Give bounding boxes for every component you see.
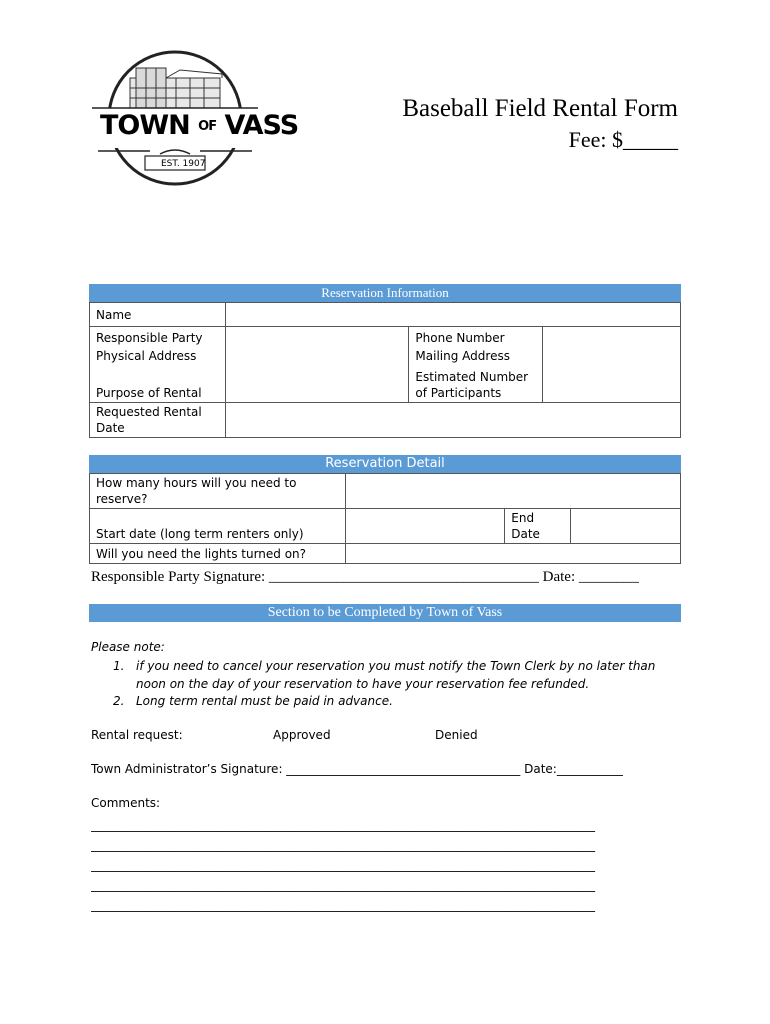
note-item-2 — [113, 692, 683, 710]
note-text: if you need to cancel your reservation you must notify the Town Clerk by no later than noon on the day of your reservation to have your reservation fee refunded. — [136, 659, 656, 691]
comment-line[interactable]: ____________________________________________________________________________________ — [91, 858, 595, 872]
comment-line[interactable]: ____________________________________________________________________________________ — [91, 878, 595, 892]
comment-line[interactable]: ____________________________________________________________________________________ — [91, 898, 595, 912]
phone-number-input[interactable] — [543, 327, 681, 347]
town-section-heading: Section to be Completed by Town of Vass — [89, 604, 681, 622]
requested-rental-date-label: Requested Rental Date — [90, 403, 226, 438]
end-date-input[interactable] — [571, 509, 681, 544]
responsible-party-signature-line[interactable]: Responsible Party Signature: ____________________________________ Date: ________ — [91, 569, 639, 585]
hours-input[interactable] — [345, 474, 680, 509]
town-logo — [90, 48, 299, 188]
administrator-signature-line[interactable]: Town Administrator’s Signature: _______________________________________ Date:___________ — [91, 762, 623, 776]
rental-request-label: Rental request: — [91, 728, 183, 742]
comments-label: Comments: — [91, 796, 161, 810]
requested-rental-date-input[interactable] — [225, 403, 680, 438]
start-date-input[interactable] — [345, 509, 505, 544]
hours-label: How many hours will you need to reserve? — [90, 474, 346, 509]
responsible-party-input[interactable] — [225, 327, 409, 347]
reservation-information-table — [89, 302, 681, 438]
reservation-information-heading: Reservation Information — [89, 284, 681, 302]
physical-address-input[interactable] — [225, 347, 409, 365]
lights-label: Will you need the lights turned on? — [90, 544, 346, 564]
participants-input[interactable] — [543, 365, 681, 403]
logo-town-text: TOWN — [100, 110, 190, 141]
logo-of-text: OF — [198, 119, 217, 134]
end-date-label: End Date — [505, 509, 571, 544]
physical-address-label: Physical Address — [90, 347, 226, 365]
logo-vass-text: VASS — [224, 110, 299, 141]
denied-option[interactable]: Denied — [435, 728, 478, 742]
fee-field: Fee: $_____ — [568, 127, 678, 152]
mailing-address-label: Mailing Address — [409, 347, 543, 365]
lights-input[interactable] — [345, 544, 680, 564]
reservation-detail-heading: Reservation Detail — [89, 455, 681, 473]
note-text: Long term rental must be paid in advance. — [136, 694, 393, 708]
purpose-of-rental-label: Purpose of Rental — [90, 365, 226, 403]
start-date-label: Start date (long term renters only) — [90, 509, 346, 544]
purpose-of-rental-input[interactable] — [225, 365, 409, 403]
reservation-detail-table — [89, 473, 681, 564]
form-title: Baseball Field Rental Form — [402, 95, 678, 122]
note-number: 2. — [113, 694, 125, 708]
mailing-address-input[interactable] — [543, 347, 681, 365]
name-input[interactable] — [225, 303, 680, 327]
approved-option[interactable]: Approved — [273, 728, 331, 742]
please-note-heading: Please note: — [91, 640, 165, 654]
responsible-party-label: Responsible Party — [90, 327, 226, 347]
phone-number-label: Phone Number — [409, 327, 543, 347]
name-label: Name — [90, 303, 226, 327]
logo-wordmark — [100, 110, 298, 141]
logo-established: EST. 1907 — [161, 159, 206, 169]
participants-label: Estimated Number of Participants — [409, 365, 543, 403]
comment-line[interactable]: ____________________________________________________________________________________ — [91, 838, 595, 852]
comment-line[interactable]: ____________________________________________________________________________________ — [91, 818, 595, 832]
note-number: 1. — [113, 659, 125, 673]
note-item-1 — [113, 657, 683, 693]
